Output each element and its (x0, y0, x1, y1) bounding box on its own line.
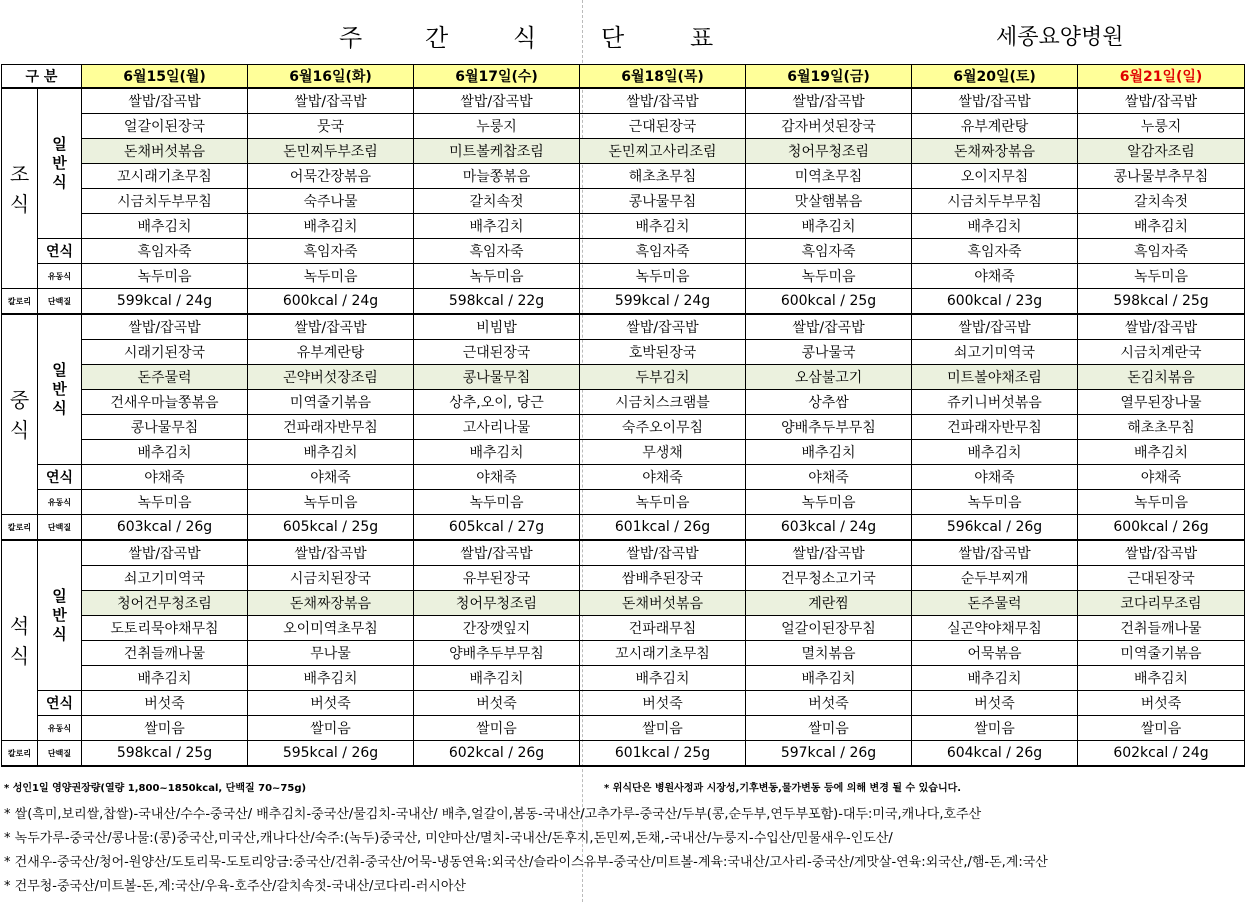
meal-label: 중 식 (2, 314, 38, 515)
menu-cell: 쌈배추된장국 (580, 566, 746, 591)
menu-cell: 쌀밥/잡곡밥 (82, 88, 248, 114)
menu-cell: 누룽지 (414, 114, 580, 139)
menu-cell: 쌀밥/잡곡밥 (912, 540, 1078, 566)
menu-cell: 미역줄기볶음 (248, 390, 414, 415)
menu-cell: 오이미역초무침 (248, 616, 414, 641)
menu-cell: 건파래자반무침 (248, 415, 414, 440)
title-char: 표 (690, 24, 714, 52)
menu-cell: 쌀미음 (912, 716, 1078, 741)
menu-cell: 돈김치볶음 (1078, 365, 1245, 390)
liquid-diet-label: 유동식 (38, 264, 82, 289)
menu-cell: 시금치된장국 (248, 566, 414, 591)
menu-cell: 멸치볶음 (746, 641, 912, 666)
calorie-label: 칼로리 (2, 515, 38, 541)
menu-cell: 버섯죽 (580, 691, 746, 716)
general-diet-label: 일 반 식 (38, 314, 82, 465)
menu-cell: 양배추두부무침 (746, 415, 912, 440)
menu-cell: 오삼불고기 (746, 365, 912, 390)
menu-cell: 얼갈이된장국 (82, 114, 248, 139)
change-note: * 위식단은 병원사정과 시장성,기후변동,물가변동 등에 의해 변경 될 수 있습니다. (604, 783, 962, 794)
general-diet-label: 일 반 식 (38, 88, 82, 239)
menu-cell: 갈치속젓 (414, 189, 580, 214)
menu-cell: 쌀밥/잡곡밥 (912, 88, 1078, 114)
menu-cell: 쌀미음 (1078, 716, 1245, 741)
title-char: 단 (601, 24, 625, 52)
menu-cell: 얼갈이된장무침 (746, 616, 912, 641)
menu-cell: 쥬키니버섯볶음 (912, 390, 1078, 415)
kcal-cell: 599kcal / 24g (580, 289, 746, 315)
menu-cell: 배추김치 (248, 440, 414, 465)
menu-cell: 근대된장국 (414, 340, 580, 365)
day-header: 6월18일(목) (580, 65, 746, 89)
menu-cell: 쌀미음 (82, 716, 248, 741)
soft-diet-label: 연식 (38, 691, 82, 716)
menu-cell: 돈채버섯볶음 (82, 139, 248, 164)
menu-cell: 누룽지 (1078, 114, 1245, 139)
menu-cell: 쌀밥/잡곡밥 (414, 88, 580, 114)
menu-cell: 돈채짜장볶음 (912, 139, 1078, 164)
menu-cell: 돈민찌고사리조림 (580, 139, 746, 164)
menu-cell: 쌀밥/잡곡밥 (746, 314, 912, 340)
menu-cell: 꼬시래기초무침 (580, 641, 746, 666)
menu-cell: 쌀밥/잡곡밥 (580, 314, 746, 340)
menu-cell: 해초초무침 (1078, 415, 1245, 440)
origin-note: * 쌀(흑미,보리쌀,찹쌀)-국내산/수수-중국산/ 배추김치-중국산/물김치-국내산/ 배추,얼갈이,봄동-국내산/고추가루-중국산/두부(콩,순두부,연두부포함)-대두:미국,캐나다,호주산 (4, 807, 982, 822)
menu-cell: 녹두미음 (746, 264, 912, 289)
menu-cell: 배추김치 (746, 440, 912, 465)
menu-cell: 흑임자죽 (1078, 239, 1245, 264)
menu-cell: 쌀밥/잡곡밥 (746, 88, 912, 114)
kcal-cell: 602kcal / 26g (414, 741, 580, 767)
menu-cell: 간장깻잎지 (414, 616, 580, 641)
menu-cell: 배추김치 (912, 214, 1078, 239)
protein-label: 단백질 (38, 289, 82, 315)
menu-cell: 해초초무침 (580, 164, 746, 189)
menu-cell: 어묵볶음 (912, 641, 1078, 666)
menu-cell: 배추김치 (248, 666, 414, 691)
origin-note: * 건새우-중국산/청어-원양산/도토리묵-도토리앙금:중국산/건취-중국산/어묵-냉동연육:외국산/슬라이스유부-중국산/미트볼-계육:국내산/고사리-중국산/게맛살-연육:외국산,/햄-돈,계:국산 (4, 855, 1048, 870)
menu-cell: 야채죽 (912, 465, 1078, 490)
menu-cell: 콩나물국 (746, 340, 912, 365)
menu-cell: 쌀밥/잡곡밥 (414, 540, 580, 566)
menu-cell: 갈치속젓 (1078, 189, 1245, 214)
menu-cell: 녹두미음 (248, 264, 414, 289)
menu-cell: 무나물 (248, 641, 414, 666)
menu-cell: 건파래무침 (580, 616, 746, 641)
weekly-menu-table (1, 64, 1245, 767)
menu-cell: 어묵간장볶음 (248, 164, 414, 189)
menu-cell: 녹두미음 (414, 490, 580, 515)
menu-cell: 버섯죽 (1078, 691, 1245, 716)
menu-cell: 녹두미음 (746, 490, 912, 515)
menu-cell: 배추김치 (414, 666, 580, 691)
menu-cell: 녹두미음 (580, 264, 746, 289)
kcal-cell: 605kcal / 25g (248, 515, 414, 541)
menu-cell: 배추김치 (580, 666, 746, 691)
menu-cell: 쇠고기미역국 (82, 566, 248, 591)
menu-cell: 버섯죽 (82, 691, 248, 716)
kcal-cell: 602kcal / 24g (1078, 741, 1245, 767)
menu-cell: 시금치계란국 (1078, 340, 1245, 365)
menu-cell: 시금치스크램블 (580, 390, 746, 415)
menu-cell: 순두부찌개 (912, 566, 1078, 591)
menu-cell: 녹두미음 (580, 490, 746, 515)
menu-cell: 쌀밥/잡곡밥 (912, 314, 1078, 340)
kcal-cell: 598kcal / 25g (1078, 289, 1245, 315)
menu-cell: 근대된장국 (1078, 566, 1245, 591)
menu-cell: 건파래자반무침 (912, 415, 1078, 440)
menu-cell: 흑임자죽 (746, 239, 912, 264)
kcal-cell: 600kcal / 25g (746, 289, 912, 315)
menu-cell: 녹두미음 (82, 490, 248, 515)
menu-cell: 쌀미음 (746, 716, 912, 741)
menu-cell: 버섯죽 (912, 691, 1078, 716)
menu-cell: 감자버섯된장국 (746, 114, 912, 139)
day-header: 6월15일(월) (82, 65, 248, 89)
menu-cell: 배추김치 (82, 440, 248, 465)
menu-cell: 미트볼케찹조림 (414, 139, 580, 164)
menu-cell: 쌀미음 (248, 716, 414, 741)
menu-cell: 버섯죽 (414, 691, 580, 716)
protein-label: 단백질 (38, 515, 82, 541)
menu-cell: 야채죽 (746, 465, 912, 490)
menu-cell: 청어무청조림 (414, 591, 580, 616)
menu-cell: 무생채 (580, 440, 746, 465)
menu-cell: 꼬시래기초무침 (82, 164, 248, 189)
kcal-cell: 604kcal / 26g (912, 741, 1078, 767)
menu-cell: 쌀밥/잡곡밥 (1078, 314, 1245, 340)
menu-cell: 상추,오이, 당근 (414, 390, 580, 415)
menu-cell: 돈채버섯볶음 (580, 591, 746, 616)
menu-cell: 배추김치 (746, 666, 912, 691)
menu-cell: 배추김치 (1078, 214, 1245, 239)
menu-cell: 녹두미음 (1078, 490, 1245, 515)
menu-cell: 배추김치 (82, 214, 248, 239)
menu-cell: 녹두미음 (1078, 264, 1245, 289)
menu-cell: 쌀미음 (414, 716, 580, 741)
protein-label: 단백질 (38, 741, 82, 767)
menu-cell: 버섯죽 (248, 691, 414, 716)
kcal-cell: 605kcal / 27g (414, 515, 580, 541)
day-header: 6월21일(일) (1078, 65, 1245, 89)
page-header (0, 0, 1250, 64)
menu-cell: 건새우마늘쫑볶음 (82, 390, 248, 415)
menu-cell: 배추김치 (912, 440, 1078, 465)
title-char: 식 (513, 24, 537, 52)
menu-cell: 녹두미음 (414, 264, 580, 289)
menu-cell: 도토리묵야채무침 (82, 616, 248, 641)
menu-cell: 야채죽 (1078, 465, 1245, 490)
menu-cell: 근대된장국 (580, 114, 746, 139)
menu-cell: 유부계란탕 (248, 340, 414, 365)
menu-cell: 미트볼야채조림 (912, 365, 1078, 390)
menu-cell: 배추김치 (414, 214, 580, 239)
menu-cell: 돈채짜장볶음 (248, 591, 414, 616)
menu-cell: 실곤약야채무침 (912, 616, 1078, 641)
menu-cell: 배추김치 (912, 666, 1078, 691)
kcal-cell: 601kcal / 25g (580, 741, 746, 767)
menu-cell: 오이지무침 (912, 164, 1078, 189)
menu-cell: 흑임자죽 (248, 239, 414, 264)
menu-cell: 건취들깨나물 (1078, 616, 1245, 641)
menu-cell: 양배추두부무침 (414, 641, 580, 666)
kcal-cell: 595kcal / 26g (248, 741, 414, 767)
menu-cell: 흑임자죽 (912, 239, 1078, 264)
menu-cell: 배추김치 (248, 214, 414, 239)
menu-cell: 돈주물럭 (82, 365, 248, 390)
menu-cell: 맛살햄볶음 (746, 189, 912, 214)
menu-cell: 돈주물럭 (912, 591, 1078, 616)
liquid-diet-label: 유동식 (38, 716, 82, 741)
menu-cell: 야채죽 (82, 465, 248, 490)
liquid-diet-label: 유동식 (38, 490, 82, 515)
menu-cell: 시래기된장국 (82, 340, 248, 365)
menu-cell: 쌀밥/잡곡밥 (580, 88, 746, 114)
menu-cell: 콩나물무침 (82, 415, 248, 440)
menu-cell: 돈민찌두부조림 (248, 139, 414, 164)
menu-cell: 마늘쫑볶음 (414, 164, 580, 189)
menu-cell: 건무청소고기국 (746, 566, 912, 591)
kcal-cell: 599kcal / 24g (82, 289, 248, 315)
menu-cell: 흑임자죽 (580, 239, 746, 264)
origin-note: * 녹두가루-중국산/콩나물:(콩)중국산,미국산,캐나다산/숙주:(녹두)중국산, 미얀마산/멸치-국내산/돈후지,돈민찌,돈채,-국내산/누룽지-수입산/민물새우-인도산/ (4, 831, 893, 846)
menu-cell: 녹두미음 (912, 490, 1078, 515)
menu-cell: 유부계란탕 (912, 114, 1078, 139)
menu-cell: 열무된장나물 (1078, 390, 1245, 415)
menu-cell: 배추김치 (580, 214, 746, 239)
title-char: 주 (339, 24, 363, 52)
menu-cell: 배추김치 (414, 440, 580, 465)
gubun-header: 구 분 (2, 65, 82, 89)
menu-cell: 야채죽 (248, 465, 414, 490)
menu-cell: 쌀밥/잡곡밥 (248, 314, 414, 340)
calorie-label: 칼로리 (2, 289, 38, 315)
menu-cell: 비빔밥 (414, 314, 580, 340)
kcal-cell: 598kcal / 25g (82, 741, 248, 767)
general-diet-label: 일 반 식 (38, 540, 82, 691)
menu-cell: 야채죽 (912, 264, 1078, 289)
menu-cell: 콩나물무침 (580, 189, 746, 214)
day-header: 6월19일(금) (746, 65, 912, 89)
menu-cell: 야채죽 (580, 465, 746, 490)
menu-cell: 미역줄기볶음 (1078, 641, 1245, 666)
soft-diet-label: 연식 (38, 239, 82, 264)
kcal-cell: 598kcal / 22g (414, 289, 580, 315)
menu-cell: 쌀미음 (580, 716, 746, 741)
kcal-cell: 600kcal / 26g (1078, 515, 1245, 541)
title-char: 간 (425, 24, 449, 52)
menu-cell: 청어건무청조림 (82, 591, 248, 616)
menu-cell: 흑임자죽 (414, 239, 580, 264)
menu-cell: 배추김치 (1078, 440, 1245, 465)
menu-cell: 야채죽 (414, 465, 580, 490)
menu-cell: 시금치두부무침 (82, 189, 248, 214)
menu-cell: 쇠고기미역국 (912, 340, 1078, 365)
menu-cell: 콩나물부추무침 (1078, 164, 1245, 189)
kcal-cell: 596kcal / 26g (912, 515, 1078, 541)
nutrition-note: * 성인1일 영양권장량(열량 1,800~1850kcal, 단백질 70~75g) (4, 783, 307, 794)
menu-cell: 배추김치 (746, 214, 912, 239)
menu-cell: 상추쌈 (746, 390, 912, 415)
menu-cell: 버섯죽 (746, 691, 912, 716)
day-header: 6월17일(수) (414, 65, 580, 89)
day-header: 6월16일(화) (248, 65, 414, 89)
menu-cell: 쌀밥/잡곡밥 (248, 88, 414, 114)
menu-cell: 쌀밥/잡곡밥 (746, 540, 912, 566)
calorie-label: 칼로리 (2, 741, 38, 767)
menu-cell: 쌀밥/잡곡밥 (82, 314, 248, 340)
menu-cell: 숙주오이무침 (580, 415, 746, 440)
menu-cell: 쌀밥/잡곡밥 (82, 540, 248, 566)
meal-label: 조 식 (2, 88, 38, 289)
menu-cell: 쌀밥/잡곡밥 (248, 540, 414, 566)
menu-cell: 녹두미음 (248, 490, 414, 515)
menu-cell: 미역초무침 (746, 164, 912, 189)
menu-cell: 쌀밥/잡곡밥 (1078, 540, 1245, 566)
menu-cell: 쌀밥/잡곡밥 (1078, 88, 1245, 114)
menu-cell: 계란찜 (746, 591, 912, 616)
kcal-cell: 603kcal / 26g (82, 515, 248, 541)
kcal-cell: 601kcal / 26g (580, 515, 746, 541)
hospital-name: 세종요양병원 (996, 25, 1124, 50)
menu-cell: 쌀밥/잡곡밥 (580, 540, 746, 566)
menu-cell: 알감자조림 (1078, 139, 1245, 164)
menu-cell: 호박된장국 (580, 340, 746, 365)
menu-cell: 건취들깨나물 (82, 641, 248, 666)
kcal-cell: 600kcal / 24g (248, 289, 414, 315)
origin-note: * 건무청-중국산/미트볼-돈,계:국산/우육-호주산/갈치속젓-국내산/코다리-러시아산 (4, 879, 466, 894)
menu-cell: 청어무청조림 (746, 139, 912, 164)
menu-cell: 유부된장국 (414, 566, 580, 591)
menu-cell: 녹두미음 (82, 264, 248, 289)
menu-cell: 콩나물무침 (414, 365, 580, 390)
kcal-cell: 603kcal / 24g (746, 515, 912, 541)
soft-diet-label: 연식 (38, 465, 82, 490)
kcal-cell: 597kcal / 26g (746, 741, 912, 767)
menu-cell: 고사리나물 (414, 415, 580, 440)
kcal-cell: 600kcal / 23g (912, 289, 1078, 315)
menu-cell: 곤약버섯장조림 (248, 365, 414, 390)
menu-cell: 배추김치 (1078, 666, 1245, 691)
day-header: 6월20일(토) (912, 65, 1078, 89)
meal-label: 석 식 (2, 540, 38, 741)
menu-cell: 흑임자죽 (82, 239, 248, 264)
menu-cell: 두부김치 (580, 365, 746, 390)
menu-cell: 숙주나물 (248, 189, 414, 214)
menu-cell: 뭇국 (248, 114, 414, 139)
menu-cell: 코다리무조림 (1078, 591, 1245, 616)
menu-cell: 배추김치 (82, 666, 248, 691)
menu-cell: 시금치두부무침 (912, 189, 1078, 214)
